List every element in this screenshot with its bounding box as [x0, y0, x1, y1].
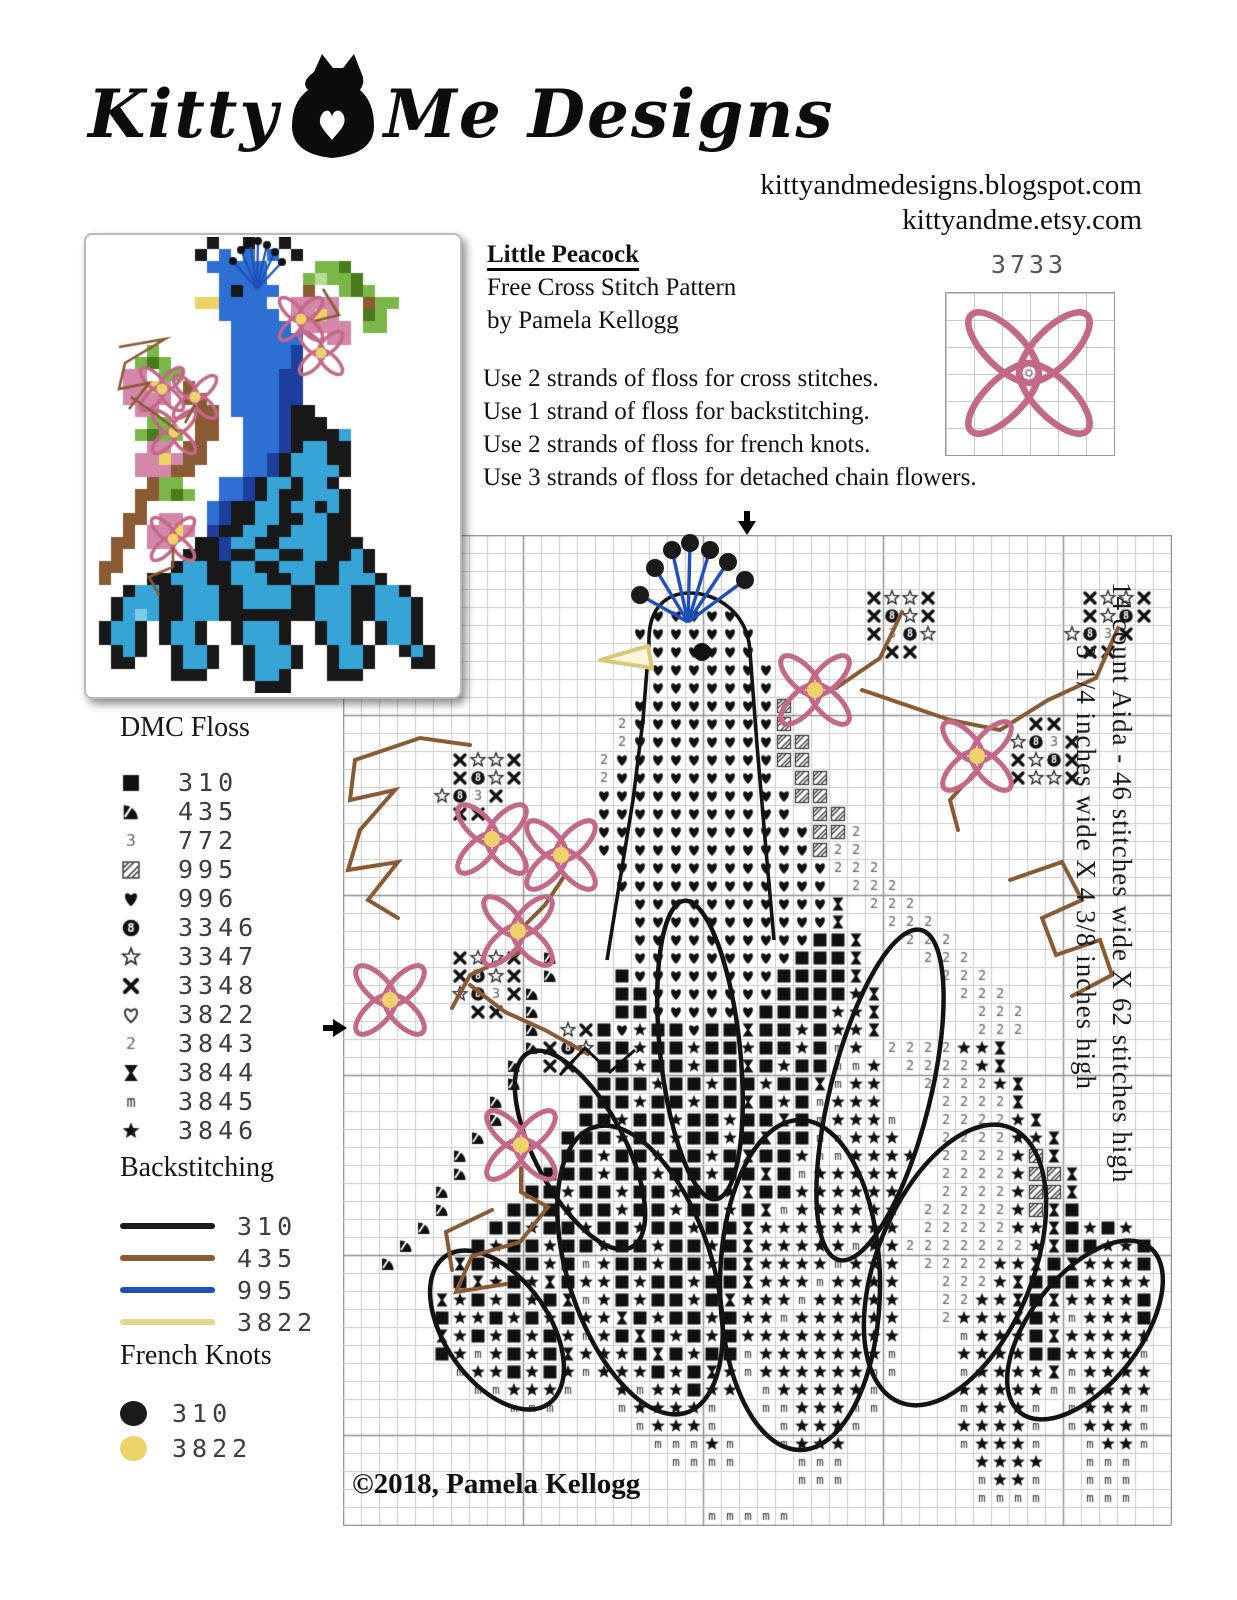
symbol-772-icon: [120, 830, 142, 852]
dmc-entry-3845: [120, 1087, 258, 1116]
pattern-byline: by Pamela Kellogg: [487, 307, 679, 334]
dmc-code: 3346: [178, 913, 259, 942]
backstitch-code: 310: [237, 1211, 298, 1241]
dmc-code: 995: [178, 855, 239, 884]
backstitching-heading: Backstitching: [120, 1152, 274, 1183]
french-knots-heading: French Knots: [120, 1340, 272, 1371]
dmc-code: 435: [178, 797, 239, 826]
backstitch-line-swatch: [120, 1223, 215, 1229]
dmc-code: 310: [178, 768, 239, 797]
backstitch-line-swatch: [120, 1255, 215, 1261]
symbol-3822-icon: [120, 1004, 142, 1026]
brand-logo: [88, 52, 835, 176]
backstitch-code: 435: [237, 1243, 298, 1273]
pattern-title: Little Peacock: [487, 241, 639, 271]
motif-color-code: 3733: [990, 250, 1068, 279]
site-urls: [760, 168, 1142, 238]
backstitching-legend: [120, 1152, 317, 1338]
dmc-entry-3347: [120, 942, 258, 971]
pattern-subtitle: Free Cross Stitch Pattern: [487, 274, 737, 301]
french-knot-code: 310: [172, 1399, 233, 1428]
dmc-code: 3822: [178, 1000, 259, 1029]
copyright: ©2018, Pamela Kellogg: [352, 1468, 641, 1500]
etsy-url[interactable]: kittyandme.etsy.com: [902, 204, 1142, 236]
dmc-entry-3846: [120, 1116, 258, 1145]
dmc-code: 772: [178, 826, 239, 855]
instruction-line: Use 1 strand of floss for backstitching.: [483, 398, 870, 425]
dmc-entry-3348: [120, 971, 258, 1000]
dmc-code: 996: [178, 884, 239, 913]
backstitch-code: 3822: [237, 1307, 318, 1337]
dmc-code: 3844: [178, 1058, 259, 1087]
dmc-heading: DMC Floss: [120, 712, 250, 743]
size-note-stitches: 14 count Aida - 46 stitches wide X 62 stitches high: [1107, 582, 1137, 1184]
instruction-line: Use 2 strands of floss for french knots.: [483, 431, 871, 458]
peacock-preview-image: [87, 237, 459, 693]
backstitch-entry-995: [120, 1274, 317, 1306]
instruction-line: Use 2 strands of floss for cross stitches.: [483, 365, 879, 392]
dmc-floss-legend: [120, 712, 258, 1145]
dmc-entry-995: [120, 855, 258, 884]
symbol-3843-icon: [120, 1033, 142, 1055]
backstitch-line-swatch: [120, 1287, 215, 1293]
cross-stitch-chart: [343, 535, 1172, 1526]
logo-text-kitty: Kitty: [88, 75, 280, 153]
symbol-3348-icon: [120, 975, 142, 997]
french-knot-swatch: [120, 1401, 147, 1426]
symbol-3347-icon: [120, 946, 142, 968]
symbol-3846-icon: [120, 1120, 142, 1142]
symbol-3844-icon: [120, 1062, 142, 1084]
backstitch-entry-310: [120, 1210, 317, 1242]
french-knots-legend: [120, 1340, 272, 1466]
french-knot-swatch: [120, 1436, 147, 1461]
backstitch-entry-3822: [120, 1306, 317, 1338]
symbol-435-icon: [120, 801, 142, 823]
instructions: [483, 362, 977, 494]
symbol-995-icon: [120, 859, 142, 881]
dmc-entry-3346: [120, 913, 258, 942]
symbol-996-icon: [120, 888, 142, 910]
title-block: [487, 238, 736, 337]
symbol-310-icon: [120, 772, 142, 794]
dmc-entry-3822: [120, 1000, 258, 1029]
size-note-inches: 3 1/4 inches wide X 4 3/8 inches high: [1071, 645, 1101, 1090]
dmc-entry-3843: [120, 1029, 258, 1058]
logo-text-me-designs: Me Designs: [383, 75, 835, 153]
symbol-3845-icon: [120, 1091, 142, 1113]
dmc-code: 3347: [178, 942, 259, 971]
dmc-code: 3348: [178, 971, 259, 1000]
dmc-entry-772: [120, 826, 258, 855]
backstitch-code: 995: [237, 1275, 298, 1305]
blog-url[interactable]: kittyandmedesigns.blogspot.com: [760, 169, 1142, 201]
dmc-entry-3844: [120, 1058, 258, 1087]
motif-grid: [945, 292, 1115, 456]
dmc-code: 3846: [178, 1116, 259, 1145]
center-arrow-top: [738, 511, 756, 535]
french-knot-entry-3822: [120, 1431, 272, 1466]
dmc-entry-996: [120, 884, 258, 913]
backstitch-entry-435: [120, 1242, 317, 1274]
pattern-preview-panel: [84, 233, 462, 699]
french-knot-code: 3822: [172, 1434, 253, 1463]
instruction-line: Use 3 strands of floss for detached chain flowers.: [483, 464, 977, 491]
dmc-code: 3845: [178, 1087, 259, 1116]
cat-heart-icon: [286, 52, 378, 176]
dmc-entry-310: [120, 768, 258, 797]
symbol-3346-icon: [120, 917, 142, 939]
french-knot-entry-310: [120, 1396, 272, 1431]
dmc-code: 3843: [178, 1029, 259, 1058]
backstitch-line-swatch: [120, 1319, 215, 1325]
dmc-entry-435: [120, 797, 258, 826]
